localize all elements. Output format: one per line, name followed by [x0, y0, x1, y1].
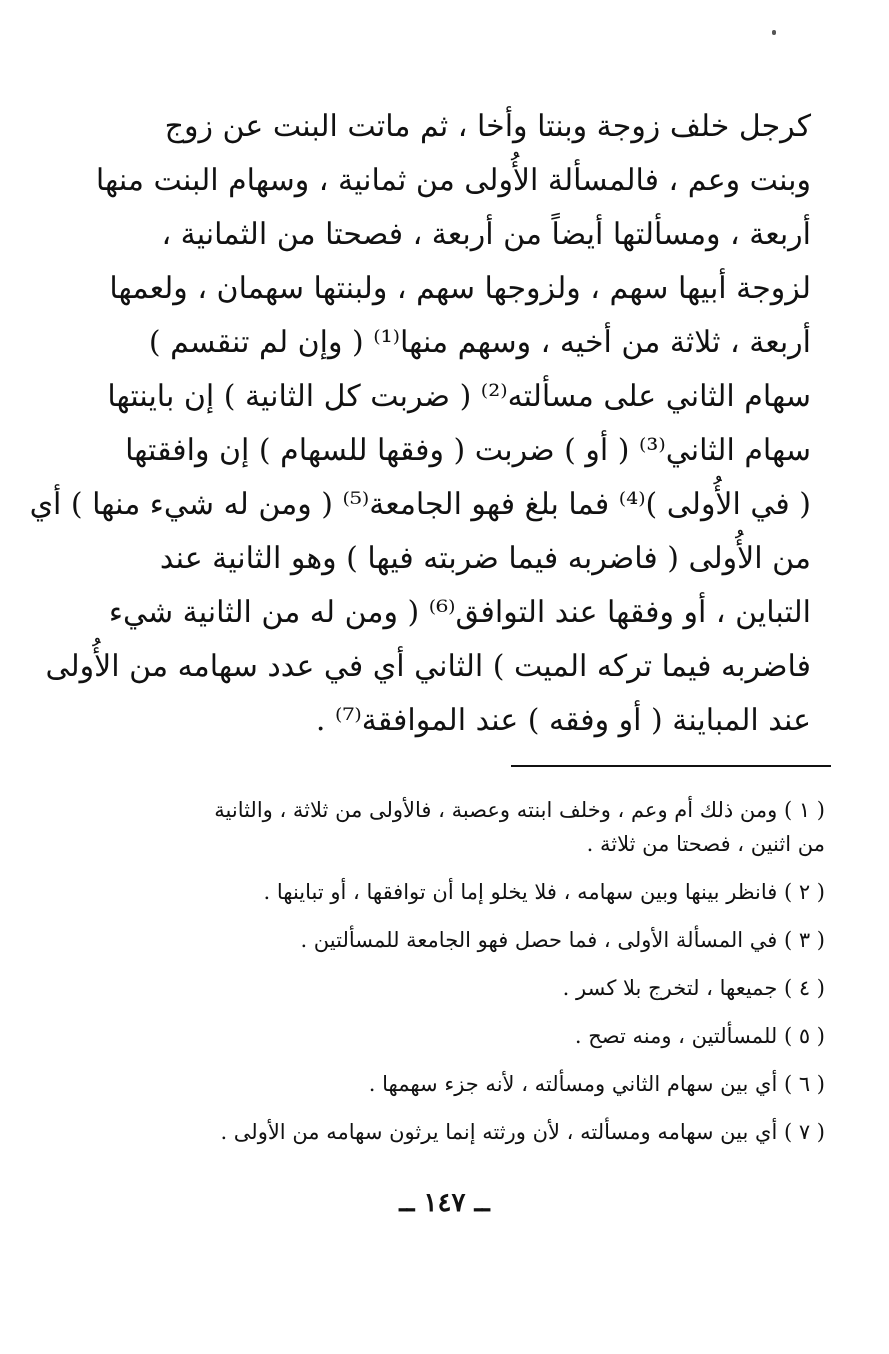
footnote-7: ( ٧ ) أي بين سهامه ومسألته ، لأن ورثته إنما يرثون سهامه من الأولى . — [220, 1120, 825, 1144]
text-line: سهام الثاني⁽³⁾ ( أو ) ضربت ( وفقها للسهام ) إن وافقتها — [125, 433, 811, 468]
footnote-4: ( ٤ ) جميعها ، لتخرج بلا كسر . — [562, 976, 825, 1000]
footnote-2: ( ٢ ) فانظر بينها وبين سهامه ، فلا يخلو إما أن توافقها ، أو تباينها . — [263, 880, 825, 904]
page-number: ــ ١٤٧ ــ — [399, 1188, 490, 1218]
footnote-1-line-1: ( ١ ) ومن ذلك أم وعم ، وخلف ابنته وعصبة ، فالأولى من ثلاثة ، والثانية — [214, 798, 825, 822]
footnote-6: ( ٦ ) أي بين سهام الثاني ومسألته ، لأنه جزء سهمها . — [368, 1072, 825, 1096]
scan-speck — [772, 30, 776, 35]
footnote-separator — [511, 765, 831, 767]
text-line: سهام الثاني على مسألته⁽²⁾ ( ضربت كل الثانية ) إن باينتها — [107, 379, 811, 414]
text-line: التباين ، أو وفقها عند التوافق⁽⁶⁾ ( ومن له من الثانية شيء — [108, 595, 811, 630]
text-line: أربعة ، ومسألتها أيضاً من أربعة ، فصحتا من الثمانية ، — [161, 217, 811, 252]
footnotes — [95, 793, 825, 1163]
text-line: لزوجة أبيها سهم ، ولزوجها سهم ، ولبنتها سهمان ، ولعمها — [109, 271, 811, 306]
text-line: فاضربه فيما تركه الميت ) الثاني أي في عدد سهامه من الأُولى — [45, 649, 811, 684]
text-line: أربعة ، ثلاثة من أخيه ، وسهم منها⁽¹⁾ ( وإن لم تنقسم ) — [148, 325, 811, 360]
text-line: وبنت وعم ، فالمسألة الأُولى من ثمانية ، وسهام البنت منها — [95, 163, 811, 198]
text-line: من الأُولى ( فاضربه فيما ضربته فيها ) وهو الثانية عند — [159, 541, 811, 576]
text-line: ( في الأُولى )⁽⁴⁾ فما بلغ فهو الجامعة⁽⁵⁾ ( ومن له شيء منها ) أي — [29, 487, 811, 522]
text-line: عند المباينة ( أو وفقه ) عند الموافقة⁽⁷⁾ . — [315, 703, 811, 738]
main-text — [29, 100, 811, 748]
footnote-3: ( ٣ ) في المسألة الأولى ، فما حصل فهو الجامعة للمسألتين . — [300, 928, 825, 952]
footnote-5: ( ٥ ) للمسألتين ، ومنه تصح . — [574, 1024, 825, 1048]
footnote-1-line-2: من اثنين ، فصحتا من ثلاثة . — [586, 832, 825, 856]
text-line: كرجل خلف زوجة وبنتا وأخا ، ثم ماتت البنت عن زوج — [164, 109, 811, 144]
